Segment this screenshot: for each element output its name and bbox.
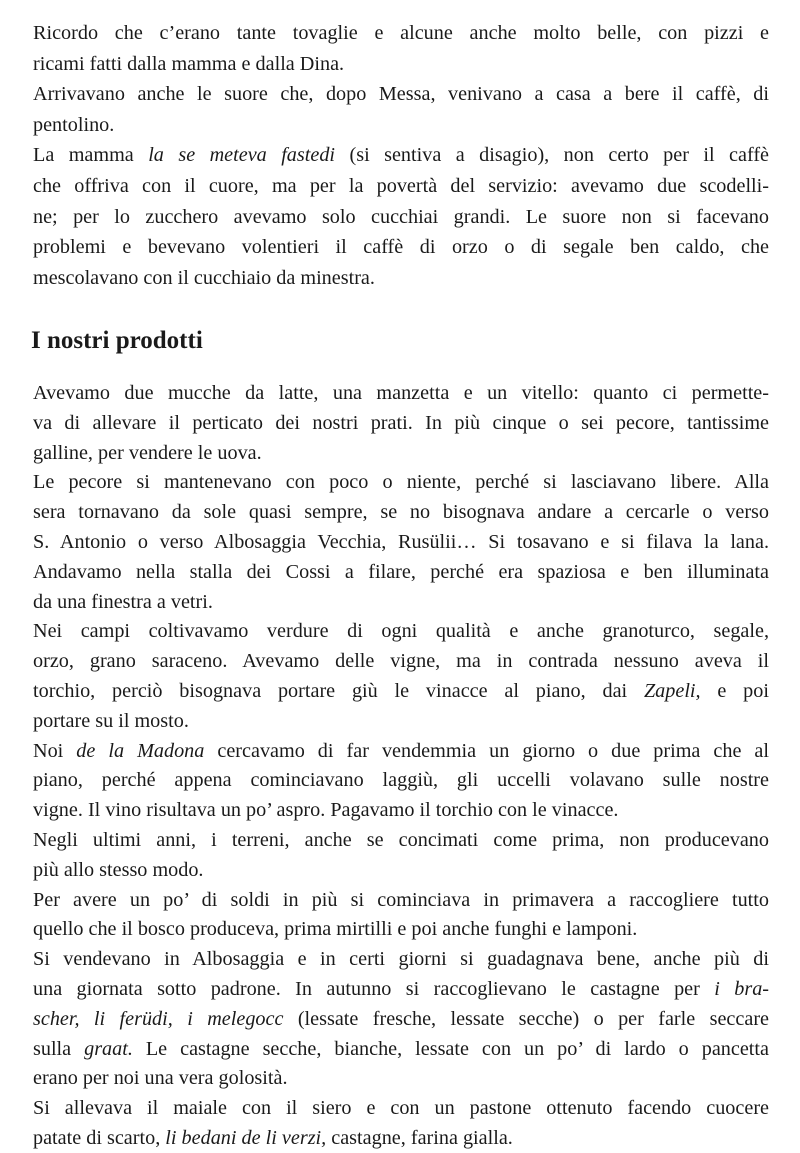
text-run: sera tornavano da sole quasi sempre, se no bisognava andare a cercarle o verso <box>33 501 769 524</box>
text-run: Le pecore si mantenevano con poco o niente, perché si lasciavano libere. Alla <box>33 471 769 494</box>
text-line <box>33 378 769 408</box>
text-run: pentolino. <box>33 113 115 136</box>
text-line <box>33 467 769 497</box>
text-line <box>33 1123 769 1153</box>
text-line <box>33 974 769 1004</box>
text-run: Nei campi coltivavamo verdure di ogni qualità e anche granoturco, segale, <box>33 620 769 643</box>
text-line <box>33 944 769 974</box>
text-line <box>33 706 769 736</box>
text-line <box>33 795 769 825</box>
text-run: più allo stesso modo. <box>33 858 204 881</box>
text-run: Noi <box>33 739 77 762</box>
text-line <box>33 79 769 109</box>
text-line <box>33 825 769 855</box>
text-run: va di allevare il perticato dei nostri prati. In più cinque o sei pecore, tantissime <box>33 411 769 434</box>
text-run: da una finestra a vetri. <box>33 590 213 613</box>
text-line <box>33 557 769 587</box>
italic-dialect-text: la se meteva fastedi <box>148 144 336 167</box>
text-run: Andavamo nella stalla dei Cossi a filare, perché era spaziosa e ben illuminata <box>33 560 769 583</box>
italic-dialect-text: i bra- <box>714 978 770 1000</box>
text-run: quello che il bosco produceva, prima mirtilli e poi anche funghi e lamponi. <box>33 918 638 941</box>
text-line <box>33 1093 769 1123</box>
text-run: portare su il mosto. <box>33 709 189 732</box>
text-line <box>33 1034 769 1064</box>
text-line <box>33 140 769 170</box>
text-line <box>33 527 769 557</box>
text-line <box>33 497 769 527</box>
text-line <box>33 202 769 232</box>
italic-dialect-text: graat. <box>84 1037 133 1060</box>
text-run: Si vendevano in Albosaggia e in certi giorni si guadagnava bene, anche più di <box>33 948 769 971</box>
text-run: S. Antonio o verso Albosaggia Vecchia, Rusülii… Si tosavano e si filava la lana. <box>33 531 769 553</box>
italic-dialect-text: Zapeli, <box>643 680 701 702</box>
text-run: una giornata sotto padrone. In autunno si raccoglievano le castagne per <box>33 978 715 1000</box>
text-run: patate di scarto, <box>33 1127 166 1149</box>
text-run: orzo, grano saraceno. Avevamo delle vigne, ma in contrada nessuno aveva il <box>33 650 769 673</box>
text-run: Si allevava il maiale con il siero e con un pastone ottenuto facendo cuocere <box>33 1097 769 1120</box>
text-line <box>33 1004 769 1034</box>
text-line <box>33 18 769 48</box>
text-line <box>33 587 769 617</box>
text-run: mescolavano con il cucchiaio da minestra. <box>33 266 375 289</box>
text-run: Le castagne secche, bianche, lessate con un po’ di lardo o pancetta <box>132 1037 769 1060</box>
text-run: erano per noi una vera golosità. <box>33 1067 288 1090</box>
text-run: castagne, farina gialla. <box>326 1127 513 1149</box>
text-run: cercavamo di far vendemmia un giorno o due prima che al <box>204 739 770 762</box>
text-line <box>33 736 769 766</box>
text-run: sulla <box>33 1037 85 1060</box>
text-run: torchio, perciò bisognava portare giù le vinacce al piano, dai <box>33 680 644 702</box>
text-run: La mamma <box>33 144 149 167</box>
text-run: piano, perché appena cominciavano laggiù, gli uccelli volavano sulle nostre <box>33 769 769 792</box>
italic-dialect-text: li bedani de li verzi, <box>165 1127 327 1149</box>
text-line <box>33 616 769 646</box>
text-line <box>33 885 769 915</box>
text-line <box>33 438 769 468</box>
text-run: problemi e bevevano volentieri il caffè di orzo o di segale ben caldo, che <box>33 236 769 259</box>
text-run: e poi <box>700 680 769 702</box>
text-run: che offriva con il cuore, ma per la povertà del servizio: avevamo due scodelli- <box>33 175 769 197</box>
text-run: Arrivavano anche le suore che, dopo Messa, venivano a casa a bere il caffè, di <box>33 83 769 106</box>
text-line <box>33 855 769 885</box>
text-run: galline, per vendere le uova. <box>33 441 262 464</box>
text-line <box>33 232 769 262</box>
text-run: Ricordo che c’erano tante tovaglie e alcune anche molto belle, con pizzi e <box>33 22 769 44</box>
italic-dialect-text: scher, li ferüdi, i melegocc <box>33 1007 284 1030</box>
text-run: ricami fatti dalla mamma e dalla Dina. <box>33 52 345 75</box>
text-run: Per avere un po’ di soldi in più si cominciava in primavera a raccogliere tutto <box>33 888 769 911</box>
text-line <box>33 49 769 79</box>
text-line <box>33 171 769 201</box>
text-line <box>33 408 769 438</box>
text-run: ne; per lo zucchero avevamo solo cucchiai grandi. Le suore non si facevano <box>33 205 769 228</box>
text-run: Negli ultimi anni, i terreni, anche se concimati come prima, non producevano <box>33 829 769 851</box>
italic-dialect-text: de la Madona <box>76 739 205 762</box>
text-run: vigne. Il vino risultava un po’ aspro. Pagavamo il torchio con le vinacce. <box>33 799 619 822</box>
text-run: Avevamo due mucche da latte, una manzetta e un vitello: quanto ci permette- <box>33 382 769 404</box>
text-line <box>33 765 769 795</box>
text-run: (lessate fresche, lessate secche) o per farle seccare <box>283 1007 769 1030</box>
section-heading: I nostri prodotti <box>31 327 203 354</box>
text-line <box>33 676 769 706</box>
text-line <box>33 263 769 293</box>
text-line <box>33 110 769 140</box>
text-line <box>33 914 769 944</box>
text-line <box>33 646 769 676</box>
text-line <box>33 1063 769 1093</box>
text-run: (si sentiva a disagio), non certo per il caffè <box>335 144 769 167</box>
